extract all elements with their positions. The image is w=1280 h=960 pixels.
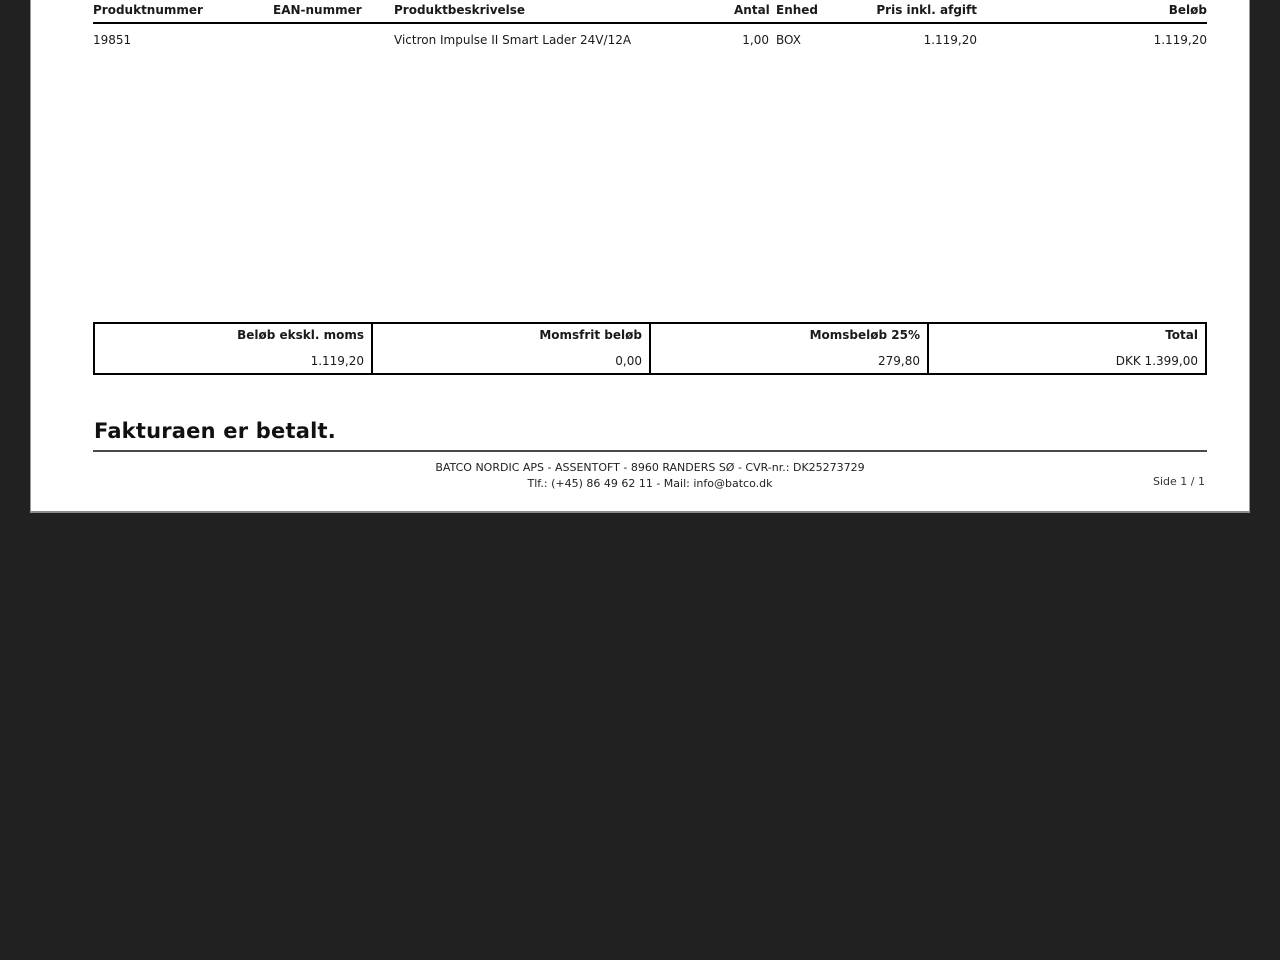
paid-notice-heading: Fakturaen er betalt. [94, 419, 336, 443]
column-header-belob: Beløb [1168, 3, 1207, 17]
totals-cell-momsbelob [651, 324, 929, 373]
totals-value: DKK 1.399,00 [1115, 354, 1198, 368]
totals-cell-momsfrit [373, 324, 651, 373]
cell-pris-inkl-afgift: 1.119,20 [923, 33, 977, 47]
totals-value: 279,80 [878, 354, 920, 368]
totals-label: Beløb ekskl. moms [237, 328, 364, 342]
page-number-indicator: Side 1 / 1 [1153, 475, 1205, 488]
totals-label: Total [1165, 328, 1198, 342]
totals-box [93, 322, 1207, 375]
column-header-pris-inkl-afgift: Pris inkl. afgift [876, 3, 977, 17]
totals-label: Momsbeløb 25% [809, 328, 920, 342]
column-header-antal: Antal [734, 3, 770, 17]
totals-cell-ekskl-moms [95, 324, 373, 373]
items-table-header-row [93, 0, 1207, 24]
cell-produktnummer: 19851 [93, 33, 132, 47]
cell-belob: 1.119,20 [1153, 33, 1207, 47]
cell-antal: 1,00 [742, 33, 769, 47]
items-table [93, 0, 1207, 47]
footer-divider-line [93, 450, 1207, 452]
table-row [93, 24, 1207, 47]
invoice-page [30, 0, 1250, 513]
column-header-produktbeskrivelse: Produktbeskrivelse [394, 3, 526, 17]
footer-company-line: BATCO NORDIC APS - ASSENTOFT - 8960 RANDERS SØ - CVR-nr.: DK25273729 [435, 461, 865, 474]
column-header-ean-nummer: EAN-nummer [273, 3, 362, 17]
cell-enhed: BOX [776, 33, 801, 47]
totals-label: Momsfrit beløb [539, 328, 642, 342]
totals-value: 1.119,20 [310, 354, 364, 368]
footer-contact-line: Tlf.: (+45) 86 49 62 11 - Mail: info@batco.dk [527, 477, 773, 490]
totals-value: 0,00 [615, 354, 642, 368]
cell-produktbeskrivelse: Victron Impulse II Smart Lader 24V/12A [394, 33, 632, 47]
totals-cell-total [929, 324, 1205, 373]
column-header-produktnummer: Produktnummer [93, 3, 203, 17]
column-header-enhed: Enhed [776, 3, 819, 17]
